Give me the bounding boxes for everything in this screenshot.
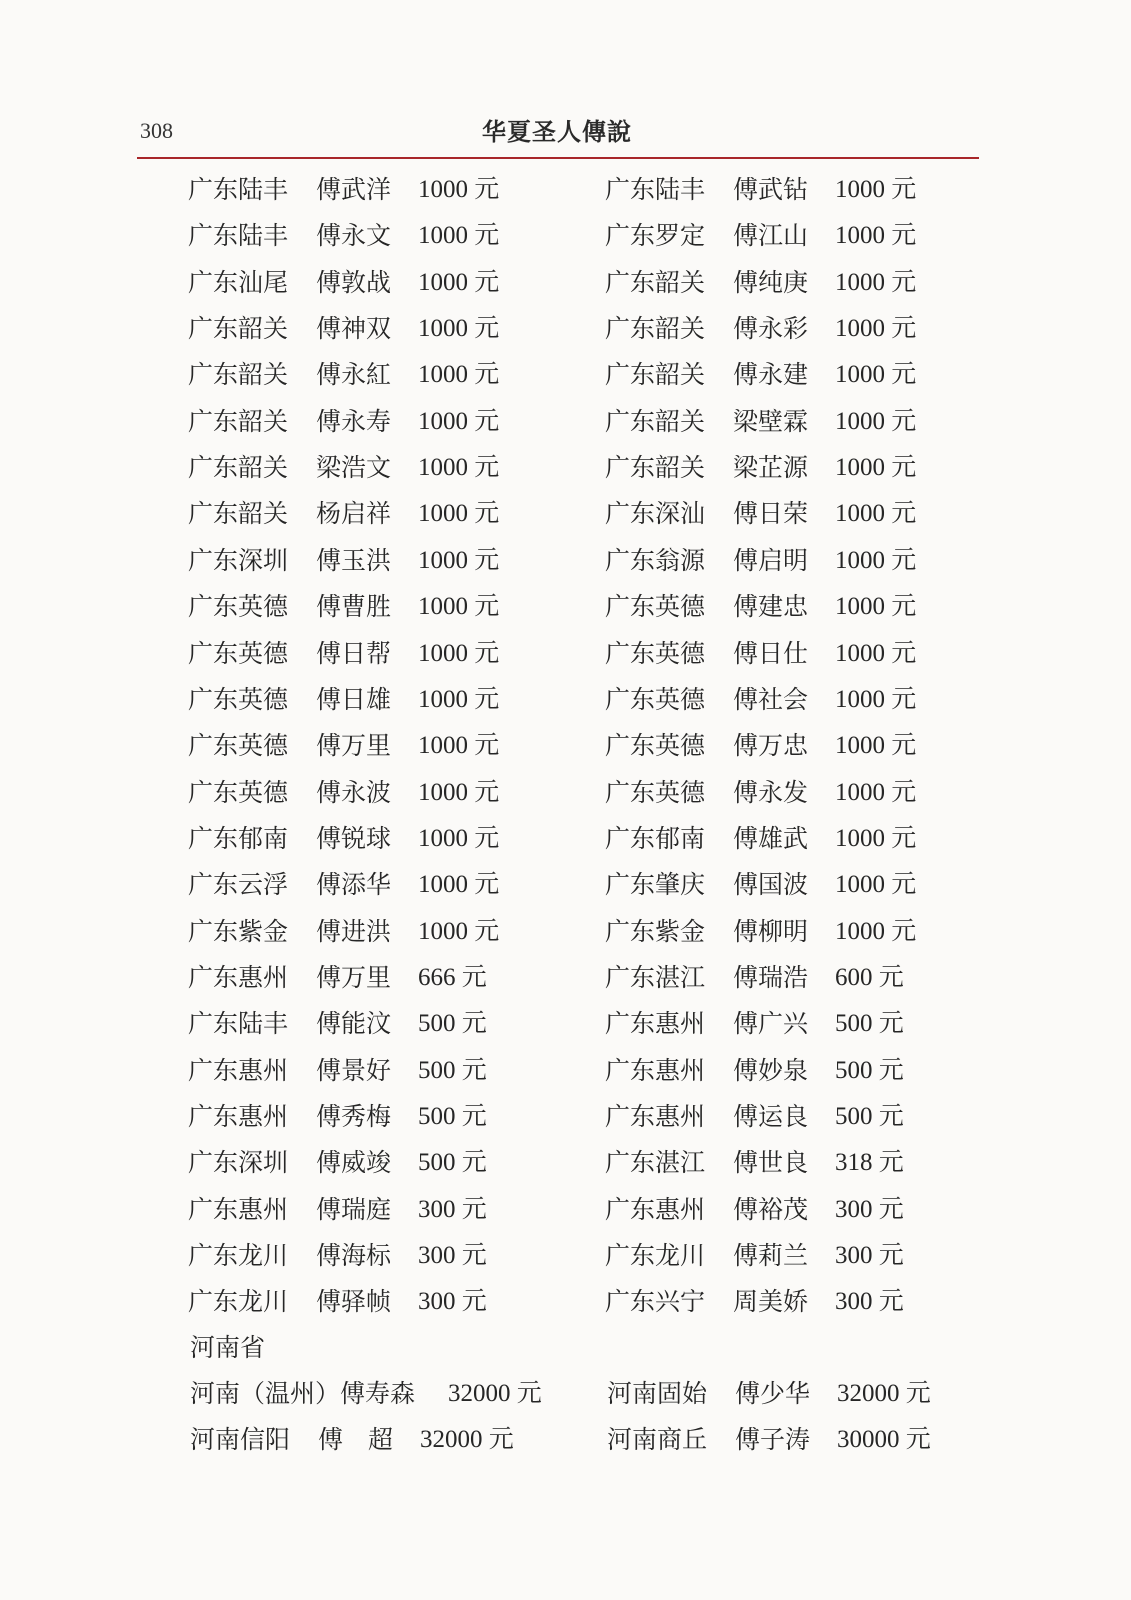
donor-name: 周美娇 [733, 1287, 809, 1317]
donation-amount: 500 元 [418, 1149, 487, 1177]
section-heading-henan: 河南省 [190, 1333, 266, 1362]
donor-region: 广东韶关 [605, 453, 706, 483]
list-row [605, 1051, 945, 1091]
donation-amount: 300 元 [418, 1242, 487, 1270]
donor-name: 傅锐球 [316, 823, 392, 853]
donation-amount: 1000 元 [835, 407, 917, 435]
donor-region: 广东惠州 [188, 1194, 289, 1224]
list-row [605, 634, 945, 674]
donor-name: 傅世良 [733, 1148, 809, 1178]
donation-amount: 1000 元 [418, 315, 500, 343]
donor-name: 傅永寿 [316, 406, 392, 436]
donor-region: 广东英德 [188, 731, 289, 761]
donor-name: 傅建忠 [733, 592, 809, 622]
donor-region: 广东英德 [188, 777, 289, 807]
list-row [188, 912, 528, 952]
donor-name: 傅敦战 [316, 267, 392, 297]
donor-region: 广东湛江 [605, 1148, 706, 1178]
donor-region: 广东惠州 [605, 1009, 706, 1039]
list-row [190, 1420, 530, 1460]
donor-name: 傅永彩 [733, 314, 809, 344]
donor-name: 傅日仕 [733, 638, 809, 668]
donation-amount: 1000 元 [418, 871, 500, 899]
donor-name: 傅瑞浩 [733, 962, 809, 992]
donor-name: 傅 超 [318, 1425, 394, 1454]
donation-amount: 1000 元 [835, 361, 917, 389]
donation-amount: 1000 元 [418, 546, 500, 574]
donor-name: 傅纯庚 [733, 267, 809, 297]
donation-amount: 1000 元 [835, 268, 917, 296]
list-row [188, 680, 528, 720]
donor-name: 梁芷源 [733, 453, 809, 483]
donor-name: 傅万里 [316, 962, 392, 992]
donation-amount: 500 元 [418, 1056, 487, 1084]
donation-amount: 300 元 [418, 1288, 487, 1316]
list-row [188, 1236, 528, 1276]
list-row [188, 587, 528, 627]
list-row [188, 494, 528, 534]
list-row [605, 448, 945, 488]
donor-name: 傅江山 [733, 221, 809, 251]
donor-region: 广东惠州 [605, 1194, 706, 1224]
donation-amount: 1000 元 [418, 639, 500, 667]
donor-region: 广东郁南 [188, 823, 289, 853]
donor-region: 广东英德 [605, 638, 706, 668]
donation-amount: 1000 元 [418, 268, 500, 296]
donor-name: 傅瑞庭 [316, 1194, 392, 1224]
donor-name: 傅武洋 [316, 175, 392, 204]
donor-name: 傅威竣 [316, 1148, 392, 1178]
donation-amount: 1000 元 [835, 685, 917, 713]
list-row [188, 1004, 528, 1044]
donation-amount: 1000 元 [418, 778, 500, 806]
donation-amount: 1000 元 [418, 824, 500, 852]
donor-region: 广东惠州 [188, 1102, 289, 1131]
list-row [605, 541, 945, 581]
donor-name: 傅景好 [316, 1055, 392, 1085]
donation-amount: 1000 元 [835, 871, 917, 899]
donation-amount: 32000 元 [448, 1380, 542, 1407]
donor-name: 傅秀梅 [316, 1102, 392, 1131]
list-row [605, 1097, 945, 1137]
donor-region: 广东龙川 [188, 1241, 289, 1271]
donor-region: 广东惠州 [188, 962, 289, 992]
donor-region: 广东紫金 [605, 916, 706, 946]
donation-amount: 1000 元 [418, 454, 500, 482]
donor-name: 傅海标 [316, 1241, 392, 1271]
list-row [605, 402, 945, 442]
donation-amount: 300 元 [835, 1288, 904, 1316]
list-row [605, 1236, 945, 1276]
donation-amount: 500 元 [418, 1103, 487, 1130]
donor-region: 广东陆丰 [188, 1009, 289, 1039]
list-row [188, 819, 528, 859]
donor-region: 广东龙川 [188, 1287, 289, 1317]
donor-name: 傅永发 [733, 777, 809, 807]
donor-name: 傅子涛 [735, 1425, 811, 1454]
donor-region: 广东陆丰 [188, 221, 289, 251]
list-row [605, 263, 945, 303]
donation-amount: 1000 元 [418, 361, 500, 389]
donor-region: 广东英德 [605, 684, 706, 714]
donor-name: 傅启明 [733, 545, 809, 575]
list-row [188, 1097, 528, 1137]
list-row [188, 1282, 528, 1322]
list-row [607, 1420, 947, 1460]
donor-name: 傅永波 [316, 777, 392, 807]
list-row [190, 1374, 570, 1414]
donation-amount: 300 元 [418, 1195, 487, 1223]
donor-region: 广东英德 [605, 731, 706, 761]
donor-region: 河南固始 [607, 1379, 708, 1408]
donation-amount: 500 元 [418, 1010, 487, 1038]
list-row [605, 494, 945, 534]
header-rule [137, 157, 979, 159]
donor-name: 傅柳明 [733, 916, 809, 946]
list-row [188, 355, 528, 395]
donor-region: 广东云浮 [188, 870, 289, 900]
donor-region: 广东肇庆 [605, 870, 706, 900]
donor-name: 傅日雄 [316, 684, 392, 714]
donation-amount: 1000 元 [418, 407, 500, 435]
donor-region: 广东韶关 [605, 267, 706, 297]
list-row [605, 819, 945, 859]
donor-name: 傅少华 [735, 1379, 811, 1408]
donor-region: 广东深汕 [605, 499, 706, 529]
donor-region: 广东英德 [188, 592, 289, 622]
donation-amount: 1000 元 [835, 222, 917, 250]
page-header [0, 0, 1131, 170]
donation-amount: 1000 元 [835, 824, 917, 852]
list-row [188, 634, 528, 674]
donor-region: 广东郁南 [605, 823, 706, 853]
donor-name: 傅武钻 [733, 175, 809, 204]
list-row [188, 402, 528, 442]
donation-amount: 500 元 [835, 1103, 904, 1130]
list-row [188, 958, 528, 998]
list-row [605, 958, 945, 998]
list-row [188, 448, 528, 488]
donation-amount: 1000 元 [835, 546, 917, 574]
donation-amount: 666 元 [418, 963, 487, 991]
donation-amount: 1000 元 [835, 454, 917, 482]
donor-region: 广东英德 [605, 777, 706, 807]
donation-amount: 1000 元 [418, 917, 500, 945]
list-row [188, 216, 528, 256]
donor-name: 傅万里 [316, 731, 392, 761]
donor-name: 傅曹胜 [316, 592, 392, 622]
donor-region: 广东深圳 [188, 545, 289, 575]
donor-name: 梁壁霖 [733, 406, 809, 436]
list-row [188, 1051, 528, 1091]
donor-region: 广东翁源 [605, 545, 706, 575]
running-title: 华夏圣人傳說 [482, 118, 632, 146]
list-row [605, 355, 945, 395]
donor-region: 广东韶关 [188, 314, 289, 344]
list-row [605, 680, 945, 720]
donor-region: 河南信阳 [190, 1425, 291, 1454]
donation-amount: 1000 元 [418, 500, 500, 528]
donor-region: 广东英德 [188, 684, 289, 714]
donor-region: 广东湛江 [605, 962, 706, 992]
donor-region: 广东紫金 [188, 916, 289, 946]
donor-region: 广东惠州 [605, 1102, 706, 1131]
list-row [605, 865, 945, 905]
donor-region: 广东陆丰 [188, 175, 289, 204]
donor-name: 傅永紅 [316, 360, 392, 390]
list-row [605, 216, 945, 256]
donation-amount: 500 元 [835, 1056, 904, 1084]
donor-name: 傅驿帧 [316, 1287, 392, 1317]
list-row [607, 1374, 947, 1414]
list-row [188, 541, 528, 581]
list-row [188, 1190, 528, 1230]
donor-name: 傅运良 [733, 1102, 809, 1131]
list-row [188, 309, 528, 349]
donor-name: 傅能汶 [316, 1009, 392, 1039]
donation-amount: 1000 元 [835, 315, 917, 343]
list-row [605, 1004, 945, 1044]
list-row [605, 773, 945, 813]
donor-region: 广东兴宁 [605, 1287, 706, 1317]
donation-amount: 1000 元 [418, 732, 500, 760]
donor-region: 广东深圳 [188, 1148, 289, 1178]
donor-region: 广东英德 [605, 592, 706, 622]
donation-amount: 300 元 [835, 1242, 904, 1270]
donation-amount: 1000 元 [835, 593, 917, 621]
donor-region: 广东韶关 [188, 406, 289, 436]
donor-name: 傅神双 [316, 314, 392, 344]
donation-amount: 1000 元 [418, 593, 500, 621]
page-number: 308 [140, 118, 173, 143]
list-row [188, 263, 528, 303]
list-row [605, 726, 945, 766]
donor-region: 广东韶关 [188, 360, 289, 390]
list-row [605, 1282, 945, 1322]
donor-name: 河南（温州）傅寿森 [190, 1379, 416, 1408]
list-row [188, 865, 528, 905]
donor-region: 广东陆丰 [605, 175, 706, 204]
donor-region: 广东龙川 [605, 1241, 706, 1271]
donor-name: 梁浩文 [316, 453, 392, 483]
list-row [605, 309, 945, 349]
donor-name: 傅社会 [733, 684, 809, 714]
donor-name: 傅日荣 [733, 499, 809, 529]
donor-name: 傅雄武 [733, 823, 809, 853]
donation-amount: 1000 元 [835, 176, 917, 203]
donation-amount: 318 元 [835, 1149, 904, 1177]
donor-name: 傅添华 [316, 870, 392, 900]
donation-amount: 1000 元 [835, 732, 917, 760]
donor-region: 河南商丘 [607, 1425, 708, 1454]
list-row [188, 170, 528, 210]
list-row [605, 1143, 945, 1183]
donor-region: 广东韶关 [605, 360, 706, 390]
donor-name: 傅玉洪 [316, 545, 392, 575]
donor-name: 傅万忠 [733, 731, 809, 761]
donor-name: 傅莉兰 [733, 1241, 809, 1271]
donor-name: 傅妙泉 [733, 1055, 809, 1085]
donor-region: 广东惠州 [605, 1055, 706, 1085]
donation-amount: 500 元 [835, 1010, 904, 1038]
list-row [605, 912, 945, 952]
donor-region: 广东惠州 [188, 1055, 289, 1085]
donor-name: 傅国波 [733, 870, 809, 900]
donation-amount: 1000 元 [835, 639, 917, 667]
donation-amount: 1000 元 [835, 778, 917, 806]
donation-amount: 1000 元 [418, 176, 500, 203]
donor-name: 杨启祥 [316, 499, 392, 529]
donation-amount: 1000 元 [418, 222, 500, 250]
donor-region: 广东韶关 [188, 453, 289, 483]
donation-amount: 600 元 [835, 963, 904, 991]
donor-name: 傅永文 [316, 221, 392, 251]
donation-amount: 32000 元 [420, 1426, 514, 1453]
donation-amount: 1000 元 [835, 917, 917, 945]
donor-region: 广东韶关 [605, 406, 706, 436]
list-row [188, 773, 528, 813]
donation-amount: 1000 元 [835, 500, 917, 528]
list-row [605, 1190, 945, 1230]
donor-name: 傅广兴 [733, 1009, 809, 1039]
donor-region: 广东韶关 [605, 314, 706, 344]
list-row [605, 587, 945, 627]
donor-name: 傅进洪 [316, 916, 392, 946]
donor-region: 广东罗定 [605, 221, 706, 251]
list-row [605, 170, 945, 210]
donor-region: 广东韶关 [188, 499, 289, 529]
donation-amount: 30000 元 [837, 1426, 931, 1453]
donor-region: 广东英德 [188, 638, 289, 668]
donor-name: 傅裕茂 [733, 1194, 809, 1224]
donor-name: 傅永建 [733, 360, 809, 390]
donation-amount: 1000 元 [418, 685, 500, 713]
donor-name: 傅日帮 [316, 638, 392, 668]
list-row [188, 1143, 528, 1183]
donation-amount: 32000 元 [837, 1380, 931, 1407]
donation-amount: 300 元 [835, 1195, 904, 1223]
list-row [188, 726, 528, 766]
donor-region: 广东汕尾 [188, 267, 289, 297]
